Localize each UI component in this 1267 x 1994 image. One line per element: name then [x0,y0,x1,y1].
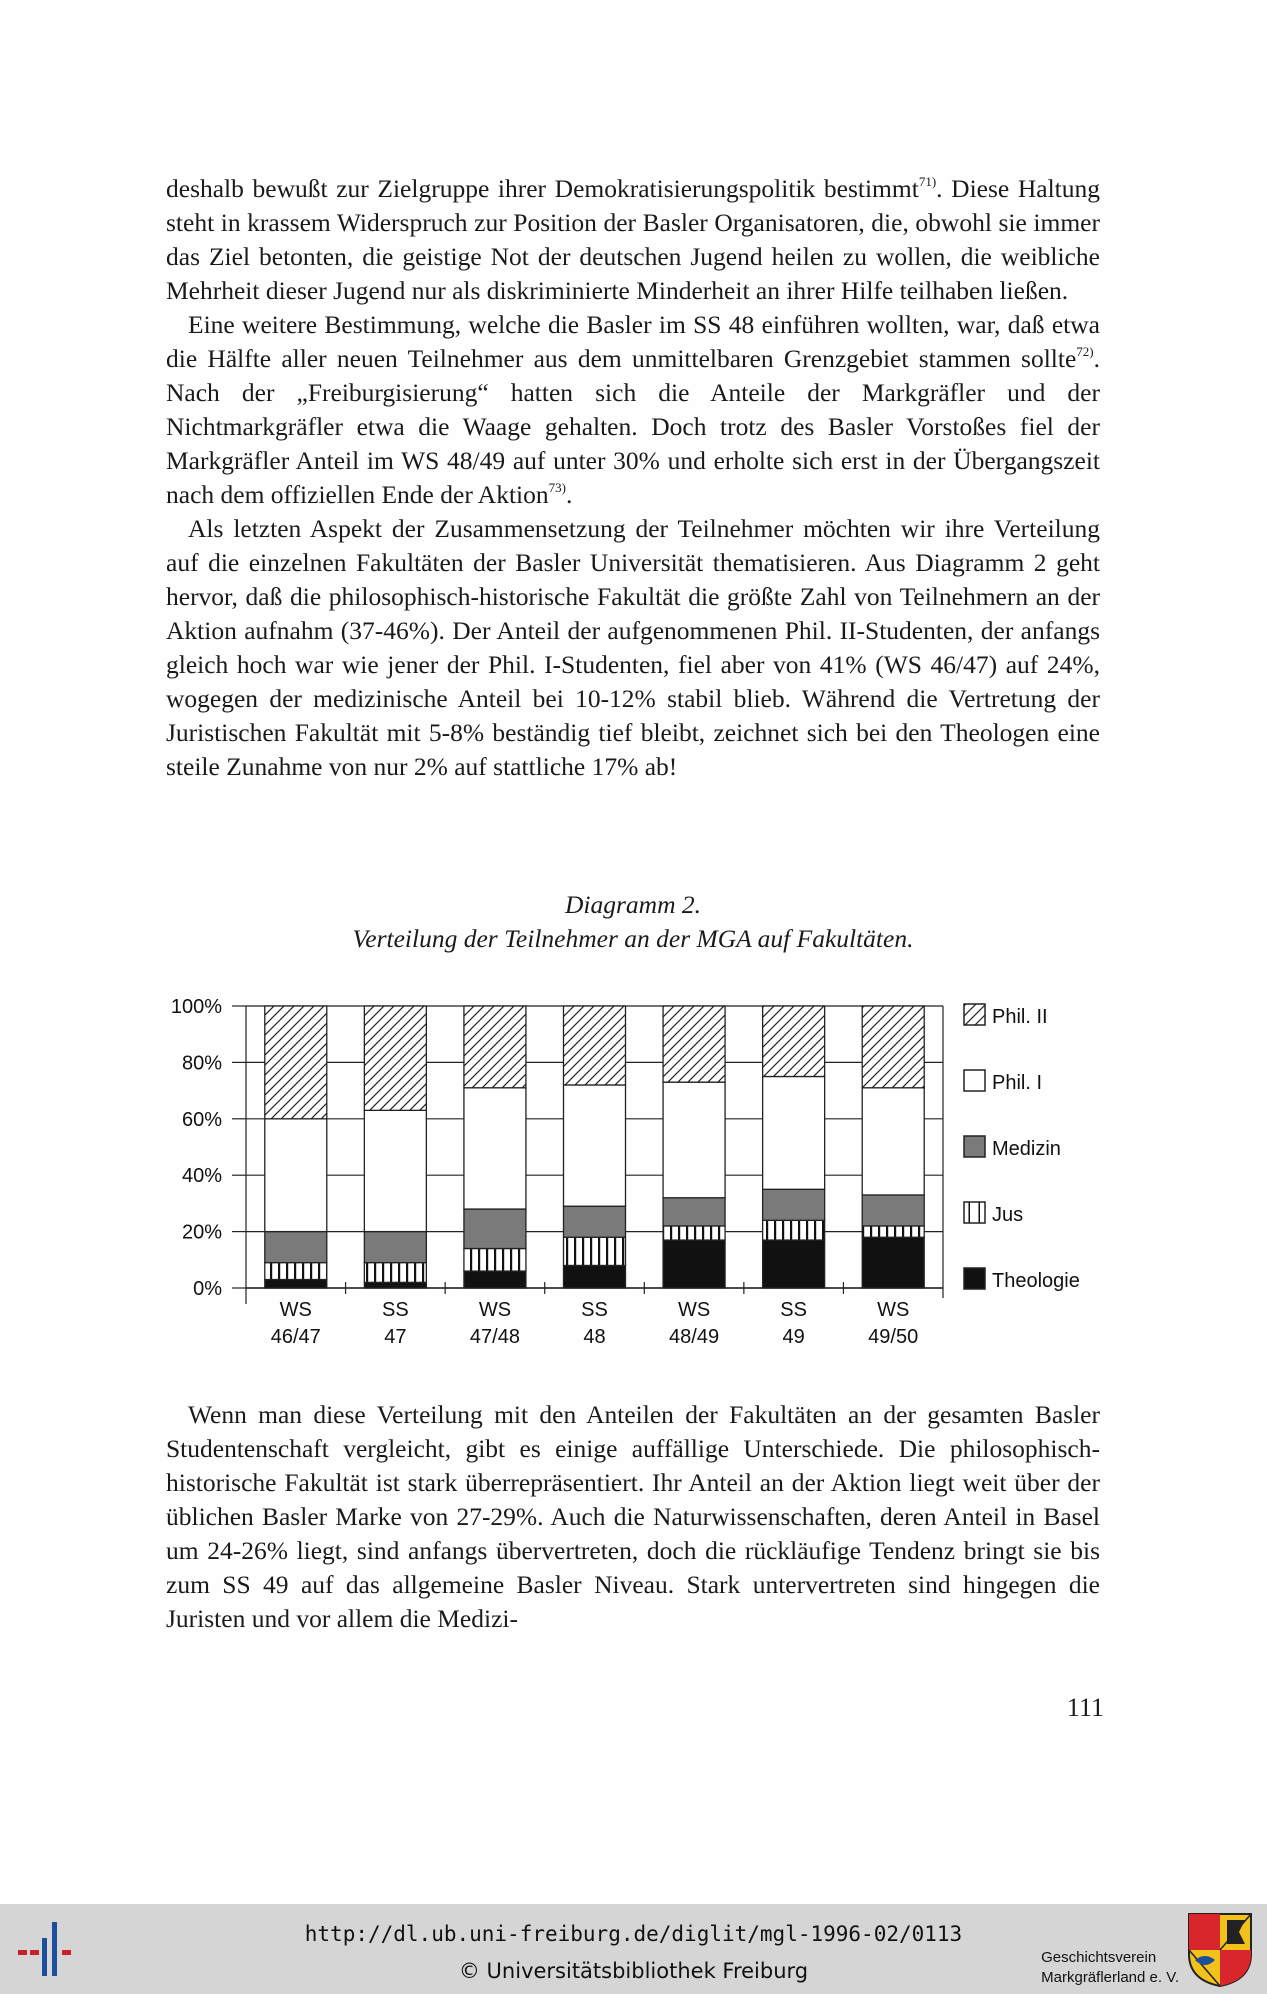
page-number: 111 [1066,1693,1104,1722]
paragraph-text: . [565,480,573,509]
bar-segment-theologie [663,1240,725,1288]
paragraph [166,1398,1100,1636]
bar-segment-phil-ii [464,1006,526,1088]
society-name-line2: Markgräflerland e. V. [1041,1969,1179,1986]
bar-segment-medizin [265,1232,327,1263]
society-name-line1: Geschichtsverein [1041,1949,1157,1966]
bar-segment-phil-i [564,1085,626,1206]
bar-segment-jus [763,1220,825,1240]
x-tick-label: 48 [583,1326,606,1348]
paragraph [166,512,1100,784]
caption-title: Diagramm 2. [564,890,701,919]
footer-url-link[interactable]: http://dl.ub.uni-freiburg.de/diglit/mgl-1996-02/0113 [304,1922,963,1946]
y-tick-label: 100% [170,996,222,1018]
footer-copyright: © Universitätsbibliothek Freiburg [458,1959,809,1983]
paragraph-text: . Nach der „Freiburgisierung“ hatten sich die Anteile der Markgräfler und der Nichtmarkgräfler etwa die Waage gehalten. Doch trotz des Basler Vorstoßes fiel der Markgräfler Anteil im WS 48/49 auf unter 30% und erholte sich erst in der Übergangszeit nach dem offiziellen Ende der Aktion [166,344,1100,509]
legend-swatch-phil-i [964,1070,985,1091]
legend-swatch-theologie [964,1268,985,1289]
bar-segment-medizin [663,1198,725,1226]
x-tick-label: 47 [384,1326,407,1348]
y-tick-label: 0% [193,1278,222,1300]
x-tick-label: 49/50 [868,1326,919,1348]
bar-segment-medizin [763,1189,825,1220]
x-tick-label: SS [581,1299,608,1321]
bar-segment-phil-i [663,1082,725,1198]
legend-label-phil-ii: Phil. II [992,1006,1048,1028]
paragraph [166,308,1100,512]
coat-of-arms-icon [1187,1912,1253,1988]
caption-subtitle: Verteilung der Teilnehmer an der MGA auf Fakultäten. [352,924,914,953]
bar-segment-phil-i [364,1110,426,1231]
bar-segment-jus [862,1226,924,1237]
legend-label-medizin: Medizin [992,1138,1061,1160]
legend-label-theologie: Theologie [992,1270,1080,1292]
body-text-bottom [166,1398,1100,1636]
bar-segment-phil-ii [364,1006,426,1110]
bar-segment-phil-ii [763,1006,825,1077]
bar-segment-phil-ii [265,1006,327,1119]
footnote-ref: 71) [918,174,937,189]
legend-label-jus: Jus [992,1204,1024,1226]
bar-segment-medizin [464,1209,526,1248]
y-tick-label: 20% [181,1221,222,1244]
bar-segment-phil-ii [862,1006,924,1088]
x-tick-label: 46/47 [270,1326,321,1348]
bar-segment-theologie [862,1237,924,1288]
y-tick-label: 60% [181,1108,222,1131]
bar-segment-jus [564,1237,626,1265]
paragraph [166,172,1100,308]
paragraph-text: Wenn man diese Verteilung mit den Anteilen der Fakultäten an der gesamten Basler Studentenschaft vergleicht, gibt es einige auffällige Unterschiede. Die philosophisch-historische Fakultät ist stark überrepräsentiert. Ihr Anteil an der Aktion liegt weit über der üblichen Basler Marke von 27-29%. Auch die Naturwissenschaften, deren Anteil in Basel um 24-26% liegt, sind anfangs übervertreten, doch die rückläufige Tendenz bringt sie bis zum SS 49 auf das allgemeine Basler Niveau. Stark untervertreten sind hingegen die Juristen und vor allem die Medizi- [166,1400,1100,1633]
bar-segment-jus [464,1249,526,1272]
bar-segment-phil-ii [564,1006,626,1085]
bar-segment-phil-i [862,1088,924,1195]
bar-segment-jus [364,1263,426,1283]
bar-segment-phil-i [763,1077,825,1190]
legend-swatch-jus [964,1202,985,1223]
legend-label-phil-i: Phil. I [992,1072,1043,1094]
footnote-ref: 73) [548,480,566,495]
x-tick-label: SS [382,1299,409,1321]
body-text-top [166,172,1100,784]
bar-segment-phil-i [265,1119,327,1232]
bar-segment-theologie [564,1265,626,1288]
bar-segment-theologie [364,1282,426,1288]
figure-caption [166,888,1100,956]
footnote-ref: 72) [1076,344,1094,359]
x-tick-label: SS [780,1299,807,1321]
x-tick-label: 49 [782,1326,805,1348]
stacked-bar-chart [150,990,1100,1360]
bar-segment-medizin [862,1195,924,1226]
bar-segment-theologie [763,1240,825,1288]
footer-bar [0,1904,1267,1994]
bar-segment-theologie [464,1271,526,1288]
paragraph-text: Als letzten Aspekt der Zusammensetzung der Teilnehmer möchten wir ihre Verteilung auf die einzelnen Fakultäten der Basler Universität thematisieren. Aus Diagramm 2 geht hervor, daß die philosophisch-historische Fakultät die größte Zahl von Teilnehmern an der Aktion aufnahm (37-46%). Der Anteil der aufgenommenen Phil. II-Studenten, der anfangs gleich hoch war wie jener der Phil. I-Studenten, fiel aber von 41% (WS 46/47) auf 24%, wogegen der medizinische Anteil bei 10-12% stabil blieb. Während die Vertretung der Juristischen Fakultät mit 5-8% beständig tief bleibt, zeichnet sich bei den Theologen eine steile Zunahme von nur 2% auf stattliche 17% ab! [166,514,1100,781]
paragraph-text: Eine weitere Bestimmung, welche die Basler im SS 48 einführen wollten, war, daß etwa die Hälfte aller neuen Teilnehmer aus dem unmittelbaren Grenzgebiet stammen sollte [166,310,1100,373]
x-tick-label: WS [279,1299,312,1321]
bar-segment-medizin [564,1206,626,1237]
bar-segment-jus [265,1263,327,1280]
y-tick-label: 80% [181,1052,222,1075]
bar-segment-medizin [364,1232,426,1263]
bar-segment-phil-i [464,1088,526,1209]
x-tick-label: WS [478,1299,512,1321]
legend-swatch-phil-ii [964,1004,985,1025]
bar-segment-theologie [265,1280,327,1288]
bar-segment-jus [663,1226,725,1240]
x-tick-label: 48/49 [669,1326,720,1348]
x-tick-label: WS [877,1299,910,1321]
x-tick-label: WS [677,1299,711,1321]
society-name [1041,1948,1179,1988]
legend-swatch-medizin [964,1136,985,1157]
paragraph-text: . Diese Haltung steht in krassem Widerspruch zur Position der Basler Organisatoren, die, obwohl sie immer das Ziel betonten, die geistige Not der deutschen Jugend heilen zu wollen, die weibliche Mehrheit dieser Jugend nur als diskriminierte Minderheit an ihrer Hilfe teilhaben ließen. [166,174,1101,305]
paragraph-text: deshalb bewußt zur Zielgruppe ihrer Demokratisierungspolitik bestimmt [166,174,919,203]
y-tick-label: 40% [181,1165,222,1188]
x-tick-label: 47/48 [469,1326,520,1348]
bar-segment-phil-ii [663,1006,725,1082]
